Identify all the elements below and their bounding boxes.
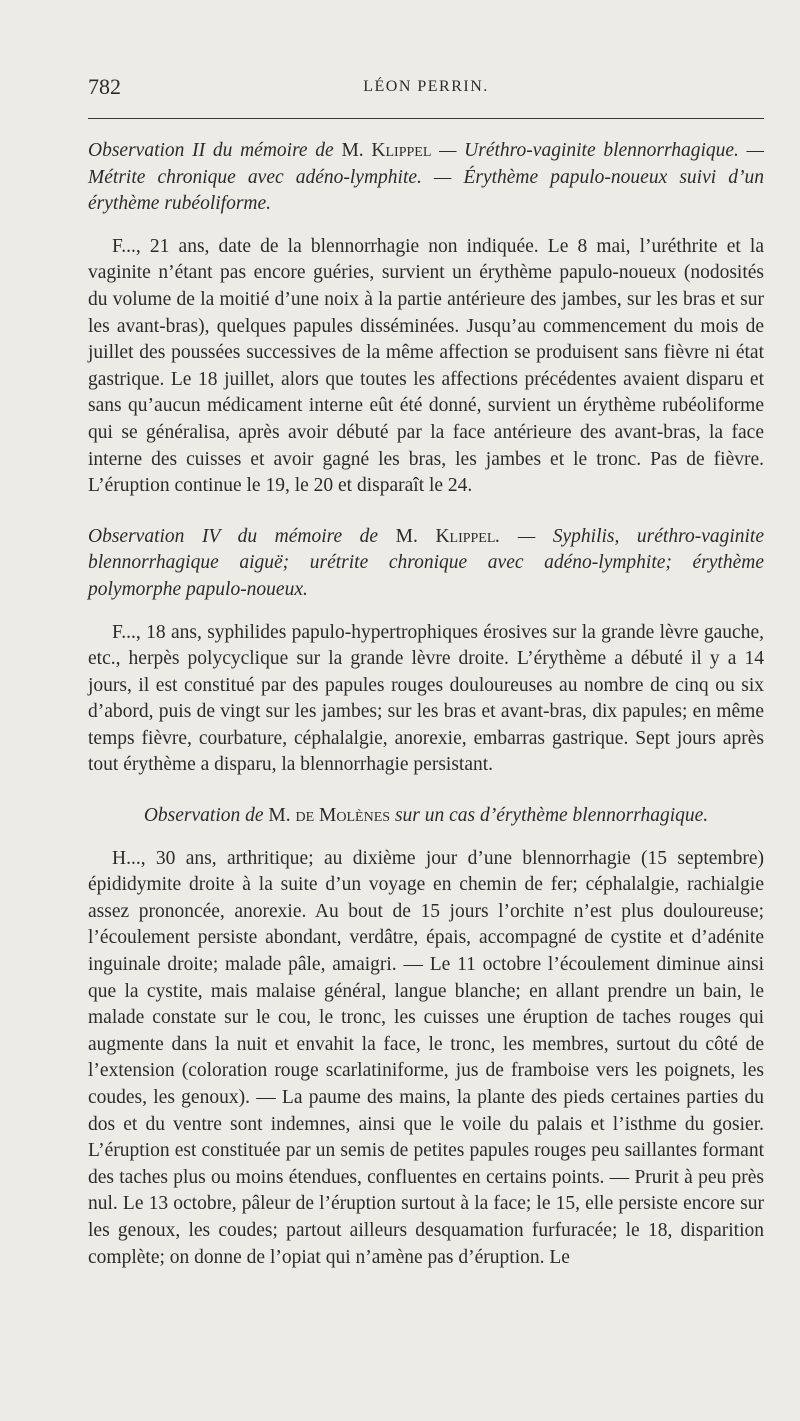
heading-text: Observation II du mémoire de — [88, 140, 342, 161]
heading-text: sur un cas d’érythème blennorrhagique. — [390, 805, 709, 827]
heading-text: Observation de — [143, 805, 269, 827]
observation-4-heading — [88, 524, 764, 604]
observation-molenes-body: H..., 30 ans, arthritique; au dixième jour d’une blennorrhagie (15 septembre) épididymite droite à la suite d’un voyage en chemin de fer; céphalalgie, rachialgie assez prononcée, anorexie. Au bout de 15 jours l’orchite n’est plus douloureuse; l’écoulement persiste abondant, verdâtre, épais, accompagné de cystite et d’adénite inguinale droite; malade pâle, amaigri. — Le 11 octobre l’écoulement diminue ainsi que la cystite, mais malaise général, langue blanche; en allant prendre un bain, le malade constate sur le cou, le tronc, les cuisses une éruption de taches rouges qui augmente dans la nuit et envahit la face, le tronc, les membres, surtout du côté de l’extension (coloration rouge scarlatiniforme, jus de framboise vers les poignets, les coudes, les genoux). — La paume des mains, la plante des pieds certaines parties du dos et du ventre sont indemnes, ainsi que le voile du palais et l’isthme du gosier. L’éruption est constituée par un semis de petites papules rouges peu saillantes formant des taches plus ou moins étendues, confluentes en certains points. — Prurit à peu près nul. Le 13 octobre, pâleur de l’éruption surtout à la face; le 15, elle persiste encore sur les genoux, les coudes; partout ailleurs desquamation furfuracée; le 18, disparition complète; on donne de l’opiat qui n’amène pas d’éruption. Le — [88, 847, 764, 1268]
heading-author: Klippel — [371, 140, 432, 161]
heading-author-prefix: M. — [395, 525, 436, 547]
observation-4-body: F..., 18 ans, syphilides papulo-hypertrophiques érosives sur la grande lèvre gauche, etc., herpès polycyclique sur la grande lèvre droite. L’érythème a débuté il y a 14 jours, il est constitué par des papules rouges douloureuses au nombre de cinq ou six d’abord, puis de vingt sur les jambes; sur les bras et avant-bras, dix papules; en même temps fièvre, courbature, céphalalgie, anorexie, embarras gastrique. Sept jours après tout érythème a disparu, la blennorrhagie persistant. — [88, 621, 764, 776]
heading-author-prefix: M. — [341, 140, 372, 161]
page-header — [88, 74, 764, 104]
observation-molenes-heading — [88, 803, 764, 830]
heading-text: . — Syphilis, uréthro-vaginite blennorrhagique aiguë; urétrite chronique avec adéno-lymphite; érythème polymorphe papulo-noueux. — [88, 525, 765, 600]
heading-author-prefix: M. de — [268, 805, 320, 827]
heading-text: Observation IV du mémoire de — [88, 525, 396, 547]
heading-author: Klippel — [435, 525, 496, 547]
observation-2-body: F..., 21 ans, date de la blennorrhagie non indiquée. Le 8 mai, l’uréthrite et la vaginite n’étant pas encore guéries, survient un érythème papulo-noueux (nodosités du volume de la moitié d’une noix à la partie antérieure des jambes, sur les bras et sur les avant-bras), quelques papules disséminées. Jusqu’au commencement du mois de juillet des poussées successives de la même affection se produisent sans fièvre ni état gastrique. Le 18 juillet, alors que toutes les affections précédentes avaient disparu et sans qu’aucun médicament interne eût été donné, survient un érythème rubéoliforme qui se généralisa, après avoir débuté par la face antérieure des avant-bras, la face interne des cuisses et avoir gagné les bras, les jambes et le tronc. Pas de fièvre. L’éruption continue le 19, le 20 et disparaît le 24. — [88, 235, 764, 497]
page-number: 782 — [88, 74, 121, 99]
observation-2-heading — [88, 138, 764, 218]
heading-author: Molènes — [319, 805, 391, 827]
header-rule — [88, 118, 764, 119]
page-body — [88, 138, 764, 1271]
running-head: LÉON PERRIN. — [363, 78, 489, 95]
heading-text: — Uréthro-vaginite blennorrhagique. — Métrite chronique avec adéno-lymphite. — Érythème papulo-noueux suivi d’un érythème rubéoliforme. — [88, 140, 764, 215]
